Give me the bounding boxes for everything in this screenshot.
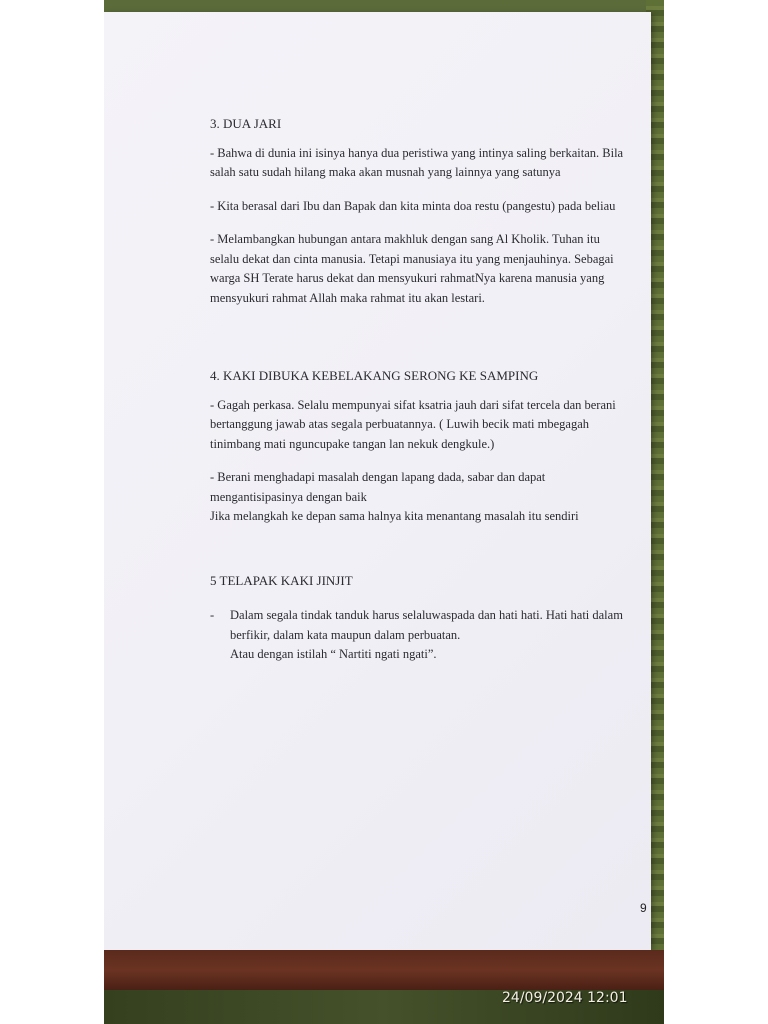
section-heading-telapak-kaki: 5 TELAPAK KAKI JINJIT bbox=[210, 572, 353, 588]
paper-page bbox=[104, 12, 651, 950]
bullet-item bbox=[210, 606, 630, 665]
section-paragraph: Jika melangkah ke depan sama halnya kita menantang masalah itu sendiri bbox=[210, 509, 579, 523]
section-paragraph: - Gagah perkasa. Selalu mempunyai sifat ksatria jauh dari sifat tercela dan berani bertanggung jawab atas segala perbuatannya. ( Luwih becik mati mbegagah tinimbang mati nguncupake tangan lan nekuk dengkule.) bbox=[210, 397, 616, 451]
bullet-line: Dalam segala tindak tanduk harus selaluwaspada dan hati hati. Hati hati dalam berfikir, dalam kata maupun dalam perbuatan. bbox=[230, 608, 623, 642]
photo-timestamp: 24/09/2024 12:01 bbox=[502, 990, 628, 1006]
section-paragraph: - Bahwa di dunia ini isinya hanya dua peristiwa yang intinya saling berkaitan. Bila salah satu sudah hilang maka akan musnah yang lainnya yang satunya bbox=[210, 145, 624, 179]
page-content bbox=[210, 114, 630, 665]
section-paragraph: - Melambangkan hubungan antara makhluk dengan sang Al Kholik. Tuhan itu selalu dekat dan cinta manusia. Tetapi manusiaya itu yang menjauhinya. Sebagai warga SH Terate harus dekat dan mensyukuri rahmatNya karena manusia yang mensyukuri rahmat Allah maka rahmat itu akan lestari. bbox=[210, 232, 614, 305]
section-heading-dua-jari: 3. DUA JARI bbox=[210, 116, 282, 131]
section-paragraph: - Kita berasal dari Ibu dan Bapak dan kita minta doa restu (pangestu) pada beliau bbox=[210, 198, 616, 213]
photo bbox=[104, 0, 664, 1024]
bullet-dash: - bbox=[210, 608, 215, 622]
bullet-text bbox=[230, 606, 630, 665]
table-edge bbox=[104, 950, 664, 990]
page-number: 9 bbox=[640, 901, 647, 915]
bullet-line: Atau dengan istilah “ Nartiti ngati ngati”. bbox=[230, 647, 437, 661]
section-paragraph: - Berani menghadapi masalah dengan lapang dada, sabar dan dapat mengantisipasinya dengan baik bbox=[210, 470, 546, 504]
section-heading-kaki-dibuka: 4. KAKI DIBUKA KEBELAKANG SERONG KE SAMPING bbox=[210, 368, 539, 383]
